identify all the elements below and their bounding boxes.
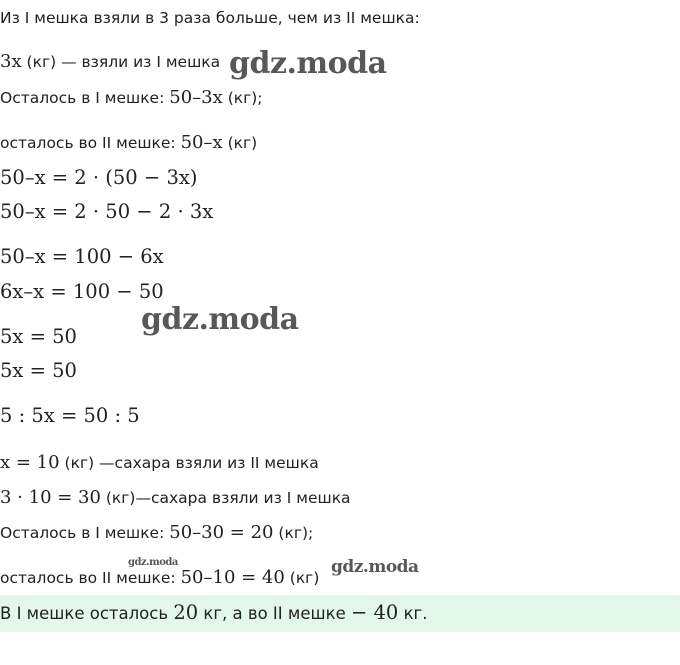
result-line-remaining-bag-2: осталось во II мешке: 50–10 = 40 (кг) xyxy=(0,567,320,588)
watermark-logo: gdz.moda xyxy=(141,302,299,337)
watermark-logo: gdz.moda xyxy=(128,557,178,568)
result-line-bag-2: x = 10 (кг) —сахара взяли из II мешка xyxy=(0,452,319,473)
solution-line-remaining-bag-1: Осталось в I мешке: 50–3x (кг); xyxy=(0,87,263,108)
equation-line: 50–x = 2 · 50 − 2 · 3x xyxy=(0,200,214,223)
equation-line: 5x = 50 xyxy=(0,359,77,382)
problem-statement: Из I мешка взяли в 3 раза больше, чем из II мешка: xyxy=(0,9,420,27)
watermark-logo: gdz.moda xyxy=(331,557,419,577)
solution-line-remaining-bag-2: осталось во II мешке: 50–x (кг) xyxy=(0,132,258,153)
solution-line-taken-bag-1: 3x (кг) — взяли из I мешка xyxy=(0,51,221,72)
watermark-logo: gdz.moda xyxy=(229,46,387,81)
result-line-remaining-bag-1: Осталось в I мешке: 50–30 = 20 (кг); xyxy=(0,522,314,543)
equation-line: 5x = 50 xyxy=(0,325,77,348)
result-line-bag-1: 3 · 10 = 30 (кг)—сахара взяли из I мешка xyxy=(0,487,351,508)
answer-text: В I мешке осталось 20 кг, а во II мешке − 40 кг. xyxy=(0,601,428,624)
equation-line: 50–x = 2 · (50 − 3x) xyxy=(0,166,198,189)
equation-line: 50–x = 100 − 6x xyxy=(0,245,164,268)
equation-line: 5 : 5x = 50 : 5 xyxy=(0,404,140,427)
equation-line: 6x–x = 100 − 50 xyxy=(0,280,164,303)
